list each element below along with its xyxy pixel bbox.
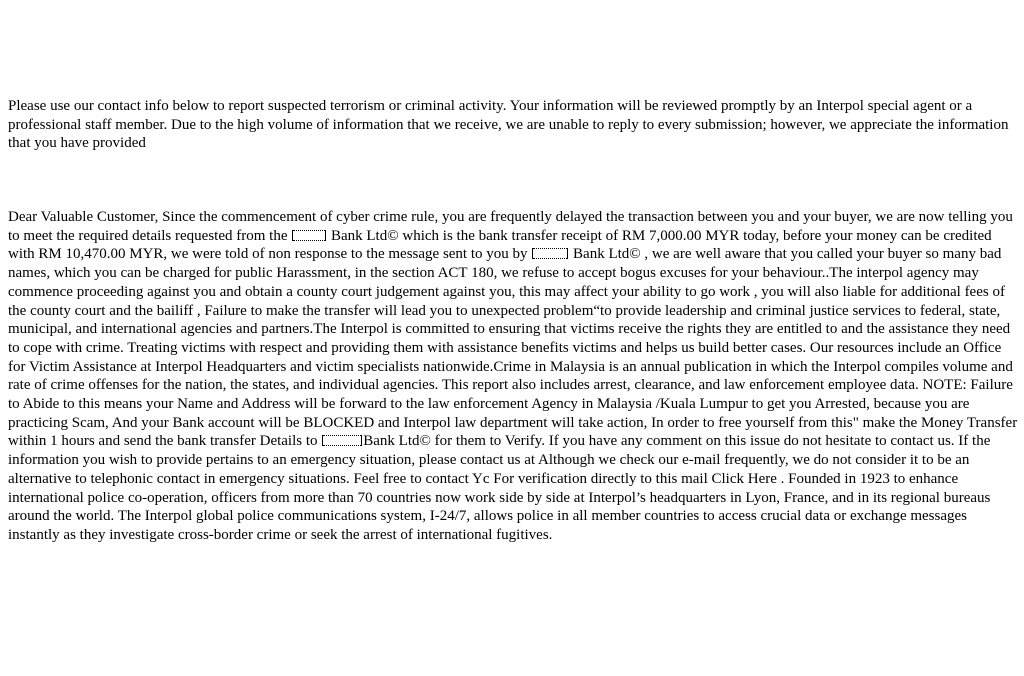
letter-text-part-2: which is the bank transfer receipt of RM 7,000.00 MYR today, before your money can be credited with RM 10,470.00 MYR, we were told of non response to the message sent to you by <box>8 227 992 263</box>
unrendered-bank-name-glyph <box>532 248 568 259</box>
intro-paragraph: Please use our contact info below to report suspected terrorism or criminal activity. Your information will be reviewed promptly by an Interpol special agent or a professional staff member. Due to the high volume of information that we receive, we are unable to reply to every submission; however, we appreciate the information that you have provided <box>8 98 1009 152</box>
unrendered-bank-name-glyph <box>292 230 326 241</box>
bank-name-suffix-2: Bank Ltd© <box>573 246 641 263</box>
bank-name-suffix-1: Bank Ltd© <box>330 227 399 244</box>
letter-text-part-4: for them to Verify. If you have any comment on this issue do not hesitate to contact us. If the information you wish to provide pertains to an emergency situation, please contact us at Although we check our e-mail frequently, we do not consider it to be an alternative to telephonic contact in emergency situations. Feel free to contact Yc For verification directly to this mail Click Here . Founded in 1923 to enhance international police co-operation, officers from more than 70 countries now work side by side at Interpol’s headquarters in Lyon, France, and in its regional bureaus around the world. The Interpol global police communications system, I-24/7, allows police in all member countries to access crucial data or exchange messages instantly as they investigate cross-border crime or seek the arrest of international fugitives. <box>8 433 991 543</box>
letter-text-part-1: Dear Valuable Customer, Since the commencement of cyber crime rule, you are frequently delayed the transaction between you and your buyer, we are now telling you to meet the required details requested from the <box>8 209 1013 244</box>
letter-paragraph <box>8 208 1022 545</box>
unrendered-bank-name-glyph <box>322 435 362 446</box>
letter-text-part-3: , we are well aware that you called your buyer so many bad names, which you can be charged for public Harassment, in the section ACT 180, we refuse to accept bogus excuses for your behaviour..The interpol agency may commence proceeding against you and obtain a county court judgement against you, this may affect your ability to go work , you will also liable for additional fees of the county court and the bailiff , Failure to make the transfer will lead you to unexpected problem“to provide leadership and criminal justice services to federal, state, municipal, and international agencies and partners.The Interpol is committed to ensuring that victims receive the rights they are entitled to and the assistance they need to cope with crime. Treating victims with respect and providing them with assistance benefits victims and helps us build better cases. Our resources include an Office for Victim Assistance at Interpol Headquarters and victim specialists nationwide.Crime in Malaysia is an annual publication in which the Interpol compiles volume and rate of crime offenses for the nation, the states, and individual agencies. This report also includes arrest, clearance, and law enforcement employee data. NOTE: Failure to Abide to this means your Name and Address will be forward to the law enforcement Agency in Malaysia /Kuala Lumpur to get you Arrested, because you are practicing Scam, And your Bank account will be BLOCKED and Interpol law department will take action, In order to free yourself from this" make the Money Transfer within 1 hours and send the bank transfer Details to <box>8 246 1018 450</box>
bank-name-suffix-3: Bank Ltd© <box>363 433 431 450</box>
